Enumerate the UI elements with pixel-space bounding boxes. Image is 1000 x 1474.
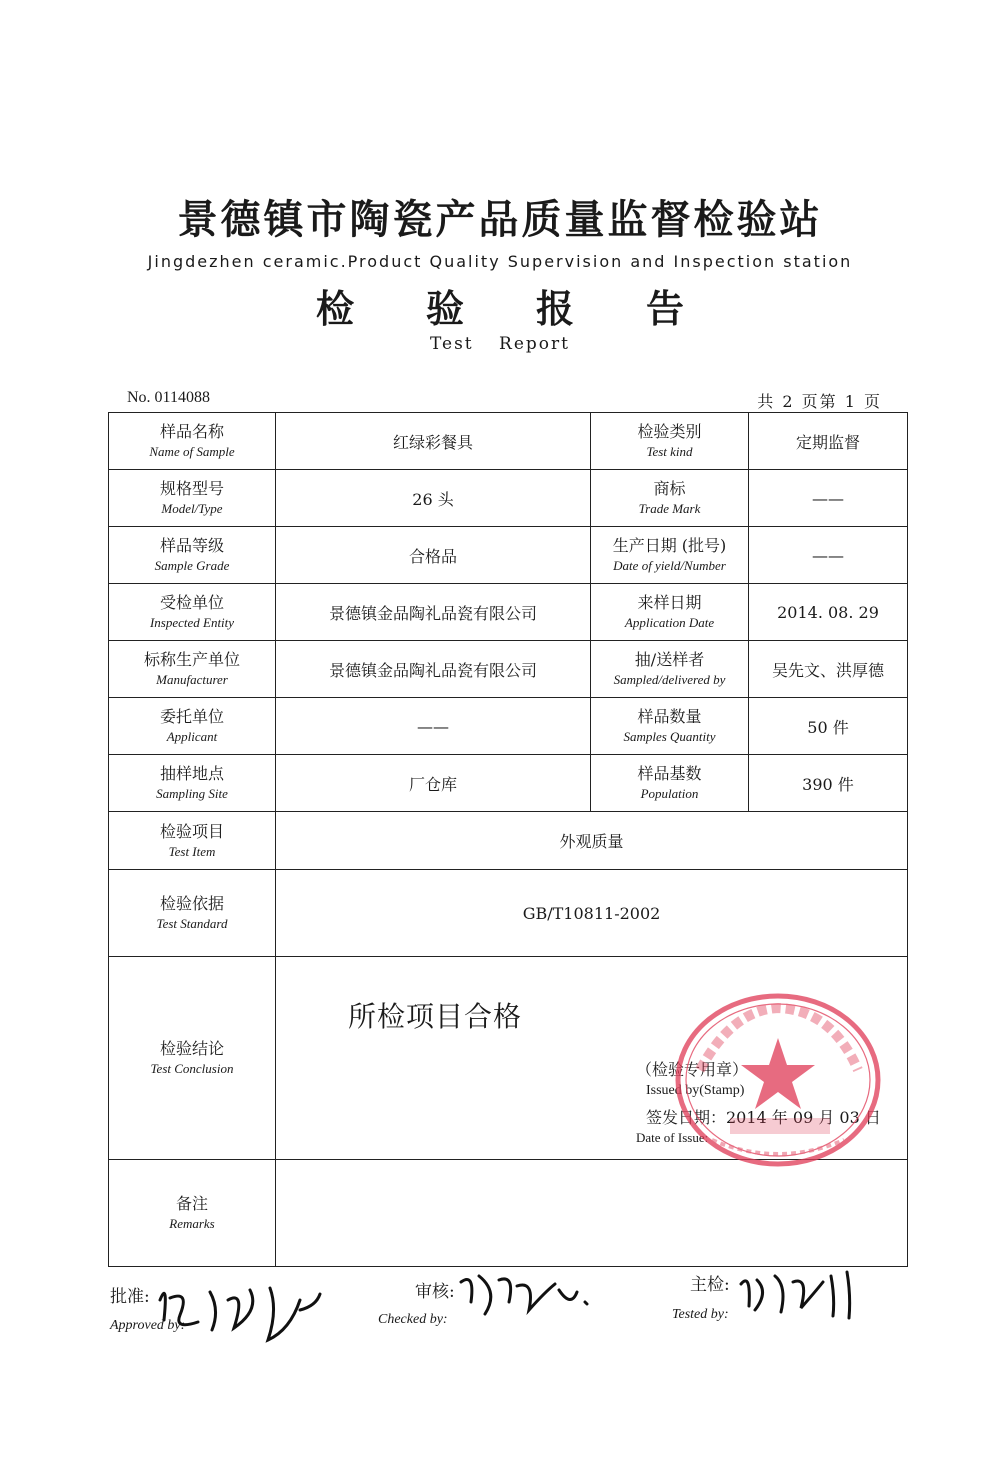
sampling-site-value: 厂仓库 (276, 755, 591, 812)
population-value: 390 件 (749, 755, 908, 812)
approver-signature (150, 1270, 330, 1350)
checker-signature (455, 1262, 595, 1322)
label-cell: 受检单位 Inspected Entity (109, 584, 276, 641)
model-type-value: 26 头 (276, 470, 591, 527)
sampled-by-value: 吴先文、洪厚德 (749, 641, 908, 698)
table-row (109, 812, 908, 870)
checked-by-label-en: Checked by: (378, 1312, 448, 1327)
label-cell: 来样日期 Application Date (591, 584, 749, 641)
remarks-value (276, 1160, 908, 1267)
label-cell: 标称生产单位 Manufacturer (109, 641, 276, 698)
sample-grade-value: 合格品 (276, 527, 591, 584)
application-date-value: 2014. 08. 29 (749, 584, 908, 641)
table-row (109, 413, 908, 470)
test-standard-value: GB/T10811-2002 (276, 870, 908, 957)
stamp-label-en: Issued by(Stamp) (646, 1083, 745, 1098)
label-cell: 商标 Trade Mark (591, 470, 749, 527)
approved-by-label-en: Approved by: (110, 1318, 186, 1333)
table-row (109, 870, 908, 957)
table-row (109, 641, 908, 698)
table-row (109, 470, 908, 527)
test-kind-value: 定期监督 (749, 413, 908, 470)
report-number: No. 0114088 (127, 389, 210, 406)
page-info: 共 2 页第 1 页 (757, 392, 882, 411)
report-title-en: Test Report (430, 334, 570, 354)
label-cell: 检验结论 Test Conclusion (109, 957, 276, 1160)
tested-by-label: 主检: (690, 1275, 730, 1295)
label-cell: 检验依据 Test Standard (109, 870, 276, 957)
label-cell: 样品等级 Sample Grade (109, 527, 276, 584)
table-row (109, 1160, 908, 1267)
label-cell: 检验项目 Test Item (109, 812, 276, 870)
checked-by-label: 审核: (415, 1282, 455, 1302)
issue-date: 签发日期：2014 年 09 月 03 日 (646, 1108, 881, 1127)
star-icon (741, 1038, 815, 1109)
label-cell: 检验类别 Test kind (591, 413, 749, 470)
label-cell: 样品数量 Samples Quantity (591, 698, 749, 755)
label-cell: 备注 Remarks (109, 1160, 276, 1267)
official-seal-stamp (672, 990, 888, 1170)
table-row (109, 698, 908, 755)
samples-quantity-value: 50 件 (749, 698, 908, 755)
sample-name-value: 红绿彩餐具 (276, 413, 591, 470)
test-item-value: 外观质量 (276, 812, 908, 870)
label-cell: 生产日期 (批号) Date of yield/Number (591, 527, 749, 584)
inspected-entity-value: 景德镇金品陶礼品瓷有限公司 (276, 584, 591, 641)
tested-by-label-en: Tested by: (672, 1307, 729, 1322)
test-conclusion-value: 所检项目合格 (348, 1000, 523, 1033)
approved-by-label: 批准: (110, 1287, 150, 1307)
organization-title-en: Jingdezhen ceramic.Product Quality Supervision and Inspection station (147, 252, 853, 271)
report-title: 检验报告 (315, 286, 756, 331)
applicant-value: —— (276, 698, 591, 755)
label-cell: 样品基数 Population (591, 755, 749, 812)
trade-mark-value: —— (749, 470, 908, 527)
label-cell: 规格型号 Model/Type (109, 470, 276, 527)
label-cell: 委托单位 Applicant (109, 698, 276, 755)
date-of-yield-value: —— (749, 527, 908, 584)
label-cell: 样品名称 Name of Sample (109, 413, 276, 470)
issue-date-label-en: Date of Issue: (636, 1130, 709, 1145)
table-row (109, 527, 908, 584)
tester-signature (735, 1262, 865, 1322)
table-row (109, 755, 908, 812)
stamp-label: （检验专用章） (636, 1060, 749, 1079)
manufacturer-value: 景德镇金品陶礼品瓷有限公司 (276, 641, 591, 698)
organization-title: 景德镇市陶瓷产品质量监督检验站 (177, 196, 823, 243)
label-cell: 抽样地点 Sampling Site (109, 755, 276, 812)
table-row (109, 584, 908, 641)
label-cell: 抽/送样者 Sampled/delivered by (591, 641, 749, 698)
